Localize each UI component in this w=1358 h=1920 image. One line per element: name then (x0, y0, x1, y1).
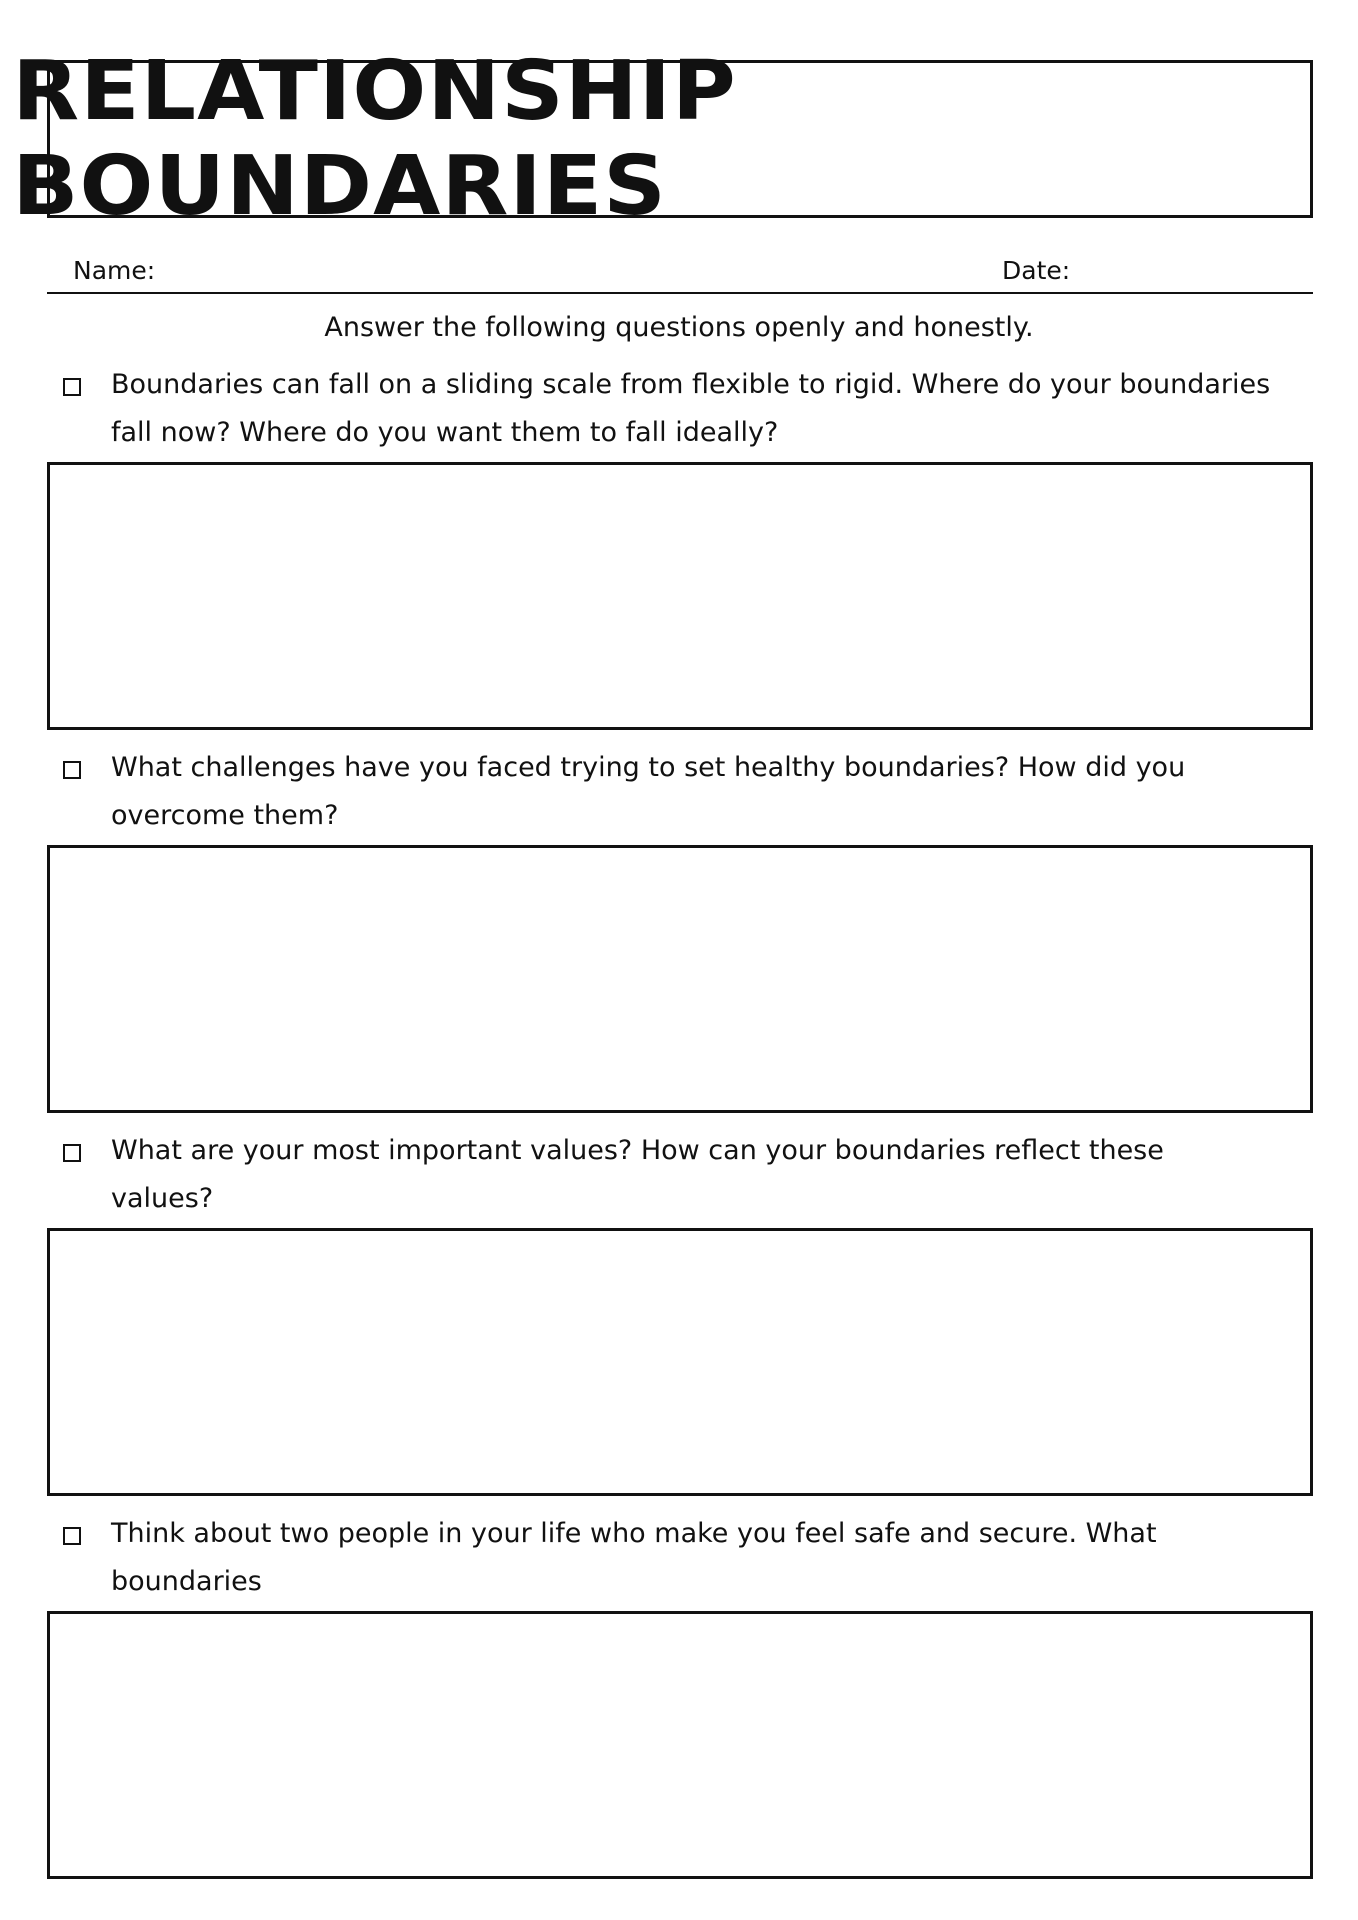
checkbox[interactable] (63, 1144, 81, 1162)
instructions: Answer the following questions openly and honestly. (324, 312, 1034, 343)
question-line: What are your most important values? How can your boundaries reflect these (111, 1135, 1164, 1166)
checkbox[interactable] (63, 378, 81, 396)
answer-box-3[interactable] (47, 1228, 1313, 1496)
page-title: RELATIONSHIP BOUNDARIES (12, 44, 737, 234)
question-line: What challenges have you faced trying to set healthy boundaries? How did you (111, 752, 1186, 783)
answer-box-2[interactable] (47, 845, 1313, 1113)
checkbox[interactable] (63, 761, 81, 779)
question-text (111, 361, 1311, 457)
date-field-label: Date: (1002, 256, 1071, 285)
question-line: Boundaries can fall on a sliding scale from flexible to rigid. Where do your boundaries (111, 369, 1271, 400)
checkbox[interactable] (63, 1527, 81, 1545)
answer-box-4[interactable] (47, 1611, 1313, 1879)
question-line: values? (111, 1183, 214, 1214)
answer-box-1[interactable] (47, 462, 1313, 730)
question-line: fall now? Where do you want them to fall ideally? (111, 417, 779, 448)
title-box (12, 44, 1313, 234)
question-line: Think about two people in your life who make you feel safe and secure. What boundaries (111, 1518, 1157, 1597)
question-text (111, 744, 1311, 840)
question-line: overcome them? (111, 800, 339, 831)
name-field-label: Name: (73, 256, 156, 285)
question-text (111, 1127, 1311, 1223)
name-date-row (47, 252, 1313, 294)
